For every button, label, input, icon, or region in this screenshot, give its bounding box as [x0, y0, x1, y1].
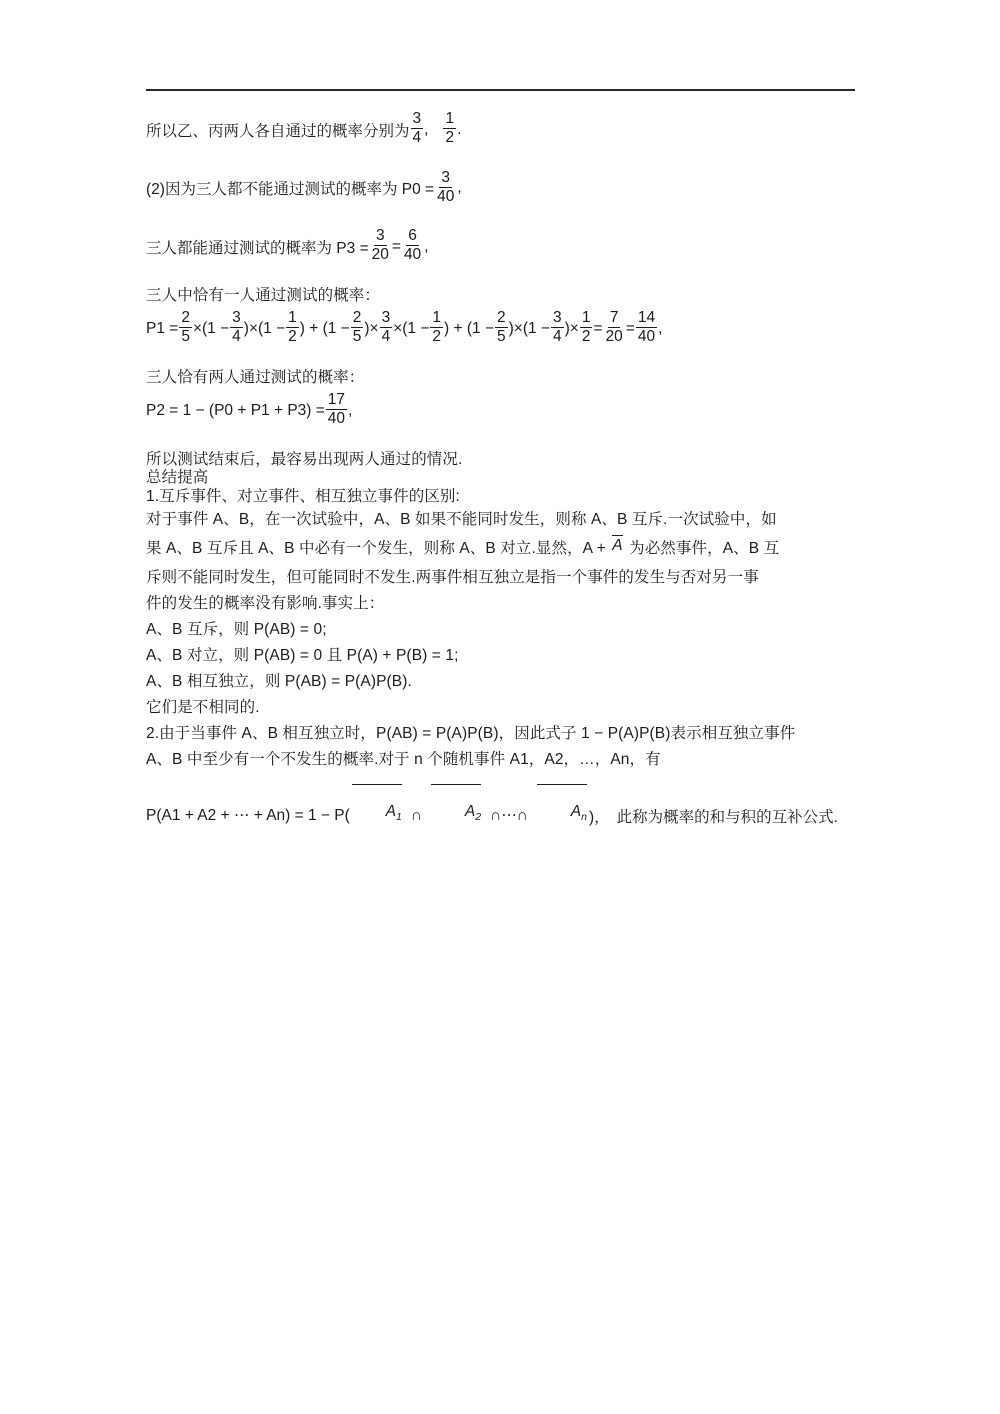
fraction-numerator: 3: [230, 310, 243, 328]
fraction-numerator: 3: [411, 111, 424, 129]
rule-mutually-exclusive: A、B 互斥，则 P(AB) = 0;: [146, 621, 327, 639]
p1-operator-19: =: [625, 319, 635, 337]
fraction-denominator: 2: [288, 328, 297, 346]
a1-base: A: [385, 803, 397, 821]
fraction-denominator: 2: [581, 328, 591, 346]
line-p3: [146, 229, 858, 265]
fraction-numerator: 14: [636, 310, 657, 328]
item1-paragraph-b: [146, 533, 858, 565]
fraction-denominator: 4: [232, 328, 241, 346]
intersection-operator-1: ∩: [410, 806, 422, 824]
fraction-numerator: 6: [406, 228, 419, 246]
fraction-denominator: 40: [437, 187, 455, 205]
fraction-3-20: [370, 228, 391, 264]
document-content: [146, 112, 858, 844]
fraction-1-2: [430, 310, 443, 346]
overline-a-symbol: A: [612, 537, 623, 555]
a2-base: A: [464, 803, 476, 821]
overline-a1-symbol: [352, 784, 402, 841]
p1-lead: P1 =: [146, 319, 179, 337]
fraction-3-4: [380, 310, 393, 346]
item1-paragraph-a: 对于事件 A、B，在一次试验中，A、B 如果不能同时发生，则称 A、B 互斥.一次试验中，如: [146, 511, 777, 529]
formula-close: )，: [588, 808, 610, 826]
fraction-denominator: 4: [381, 328, 391, 346]
item2-paragraph-a: 2.由于当事件 A、B 相互独立时，P(AB) = P(A)P(B)，因此式子 1 − P(A)P(B)表示相互独立事件: [146, 725, 796, 743]
fraction-numerator: 2: [351, 310, 364, 328]
p1-operator-9: ×(1 −: [393, 319, 430, 337]
fraction-denominator: 2: [445, 129, 455, 147]
equation-p1: [146, 311, 858, 347]
item1-title: 1.互斥事件、对立事件、相互独立事件的区别:: [146, 487, 460, 505]
fraction-denominator: 40: [637, 328, 656, 346]
label-exactly-two-pass: 三人恰有两人通过测试的概率：: [146, 368, 365, 386]
line3-prefix: 三人都能通过测试的概率为 P3 =: [146, 239, 369, 257]
equation-p2: [146, 393, 858, 429]
item1-b-post: 为必然事件，A、B 互: [629, 540, 780, 558]
formula-tail: 此称为概率的和与积的互补公式.: [616, 808, 838, 826]
p1-operator-1: ×(1 −: [192, 319, 230, 337]
header-rule: [146, 89, 855, 91]
fraction-numerator: 1: [430, 310, 443, 328]
p1-operator-7: )×: [364, 319, 379, 337]
line-p0: [146, 168, 858, 207]
a2-subscript: 2: [475, 811, 482, 824]
item2-paragraph-b: A、B 中至少有一个不发生的概率.对于 n 个随机事件 A1，A2，…，An，有: [146, 751, 661, 769]
rule-independent: A、B 相互独立，则 P(AB) = P(A)P(B).: [146, 673, 412, 691]
a1-subscript: 1: [396, 811, 402, 824]
p1-operator-15: )×: [564, 319, 579, 337]
fraction-numerator: 3: [551, 310, 564, 328]
fraction-1-2: [286, 310, 299, 346]
fraction-3-4: [411, 111, 424, 147]
fraction-denominator: 40: [327, 410, 346, 428]
fraction-7-20: [604, 310, 625, 346]
fraction-numerator: 17: [326, 392, 347, 410]
p1-operator-21: ,: [658, 319, 663, 337]
p1-operator-17: =: [593, 319, 603, 337]
fraction-denominator: 5: [497, 328, 506, 346]
p2-suffix: ,: [348, 401, 353, 419]
fraction-denominator: 5: [181, 328, 190, 346]
conclusion-text: 所以测试结束后，最容易出现两人通过的情况.: [146, 450, 463, 468]
fraction-numerator: 3: [380, 310, 393, 328]
fraction-numerator: 3: [439, 170, 452, 188]
rule-note: 它们是不相同的.: [146, 699, 260, 717]
fraction-2-5: [351, 310, 364, 346]
overline-a2-symbol: [431, 784, 481, 841]
p1-operator-3: )×(1 −: [243, 319, 286, 337]
fraction-2-5: [495, 310, 508, 346]
equation-complement-formula: [146, 787, 858, 844]
fraction-1-2: [443, 111, 456, 147]
fraction-denominator: 4: [412, 129, 422, 147]
fraction-3-40: [435, 170, 456, 206]
line-probabilities-bc: [146, 112, 858, 148]
fraction-numerator: 1: [443, 111, 456, 129]
line1-separator: ,: [424, 120, 429, 138]
p2-prefix: P2 = 1 − (P0 + P1 + P3) =: [146, 401, 325, 419]
fraction-2-5: [179, 310, 192, 346]
an-subscript: n: [581, 811, 587, 824]
fraction-numerator: 1: [580, 310, 593, 328]
fraction-denominator: 5: [352, 328, 362, 346]
rule-complementary: A、B 对立，则 P(AB) = 0 且 P(A) + P(B) = 1;: [146, 647, 459, 665]
section-title-summary: 总结提高: [146, 469, 209, 487]
line2-suffix: ,: [457, 179, 462, 197]
an-base: A: [570, 803, 582, 821]
p1-operator-11: ) + (1 −: [444, 319, 494, 337]
fraction-numerator: 3: [374, 228, 387, 246]
fraction-denominator: 4: [552, 328, 562, 346]
line2-prefix: (2)因为三人都不能通过测试的概率为 P0 =: [146, 181, 435, 199]
fraction-3-4: [551, 310, 564, 346]
item1-paragraph-d: 件的发生的概率没有影响.事实上：: [146, 595, 385, 613]
fraction-17-40: [326, 392, 347, 428]
fraction-numerator: 1: [286, 310, 299, 328]
overline-an-symbol: [537, 784, 587, 841]
line3-equals: =: [391, 237, 401, 255]
line3-suffix: ,: [424, 237, 429, 255]
fraction-14-40: [636, 310, 657, 346]
fraction-1-2: [580, 310, 593, 346]
item1-paragraph-c: 斥则不能同时发生，但可能同时不发生.两事件相互独立是指一个事件的发生与否对另一事: [146, 569, 759, 587]
fraction-numerator: 2: [495, 310, 508, 328]
fraction-denominator: 20: [605, 328, 623, 346]
formula-lead: P(A1 + A2 + ⋯ + An) = 1 − P(: [146, 807, 350, 825]
intersection-operator-2: ∩⋯∩: [490, 807, 528, 825]
fraction-numerator: 2: [179, 310, 192, 328]
line1-prefix: 所以乙、丙两人各自通过的概率分别为: [146, 122, 410, 140]
fraction-denominator: 20: [371, 246, 389, 264]
item1-b-pre: 果 A、B 互斥且 A、B 中必有一个发生，则称 A、B 对立.显然，A +: [146, 540, 606, 558]
p1-operator-13: )×(1 −: [508, 319, 550, 337]
label-exactly-one-pass: 三人中恰有一人通过测试的概率：: [146, 286, 381, 304]
fraction-denominator: 40: [403, 246, 422, 264]
fraction-denominator: 2: [432, 328, 442, 346]
fraction-numerator: 7: [608, 310, 621, 328]
p1-operator-5: ) + (1 −: [299, 319, 350, 337]
fraction-3-4: [230, 310, 243, 346]
line1-suffix: .: [457, 120, 462, 138]
fraction-6-40: [402, 228, 423, 264]
